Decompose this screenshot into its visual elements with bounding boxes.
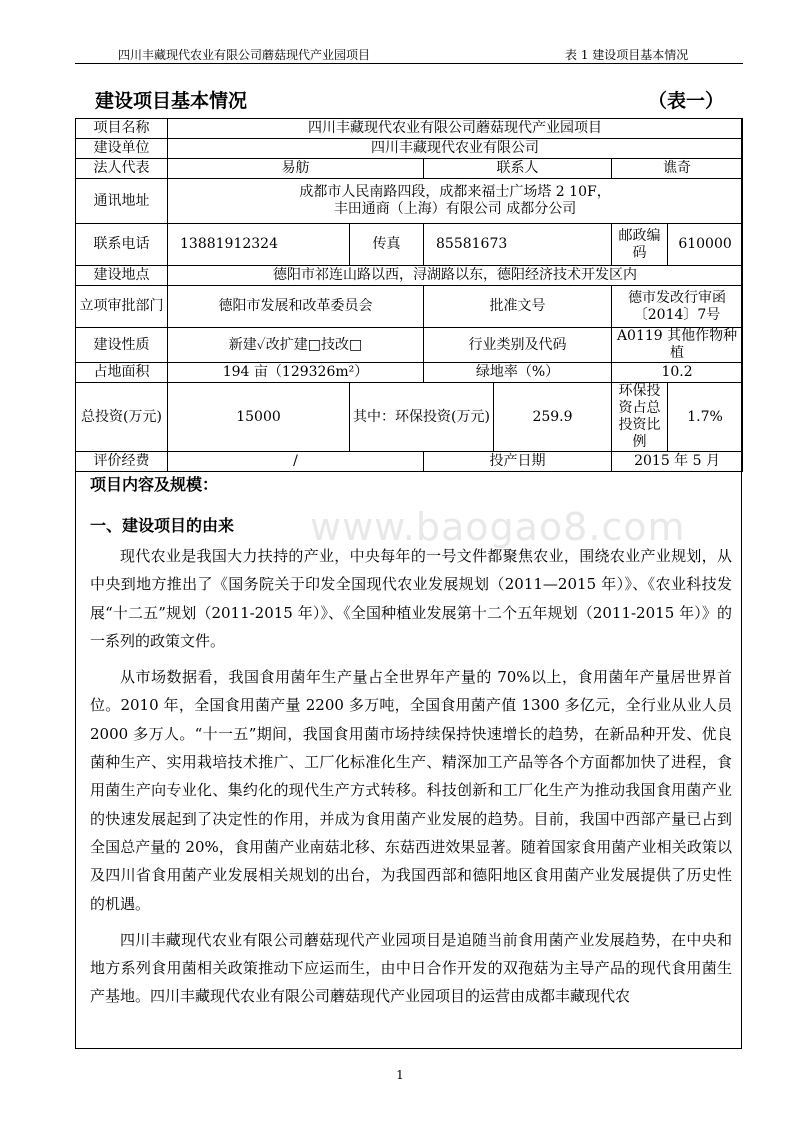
project-name-value: 四川丰藏现代农业有限公司蘑菇现代产业园项目 [168, 119, 743, 139]
address-label: 通讯地址 [76, 179, 168, 224]
project-name-label: 项目名称 [76, 119, 168, 139]
green-value: 10.2 [612, 363, 743, 383]
phone-label: 联系电话 [76, 224, 168, 266]
invest-label: 总投资(万元) [76, 383, 168, 452]
industry-value: A0119 其他作物种植 [612, 328, 743, 363]
eval-fee-label: 评价经费 [76, 452, 168, 472]
table-row [76, 224, 743, 266]
table-row [76, 452, 743, 472]
start-date-label: 投产日期 [424, 452, 612, 472]
approval-no-value: 德市发改行审函〔2014〕7号 [612, 286, 743, 328]
fax-value: 85581673 [424, 224, 612, 266]
env-invest-value: 259.9 [494, 383, 612, 452]
table-row [76, 139, 743, 159]
phone-value: 13881912324 [168, 224, 350, 266]
industry-label: 行业类别及代码 [424, 328, 612, 363]
table-row [76, 266, 743, 286]
env-ratio-label: 环保投资占总投资比例 [612, 383, 668, 452]
section-heading: 项目内容及规模： [90, 475, 219, 494]
table-row [76, 383, 743, 452]
header-rule [75, 63, 743, 64]
nature-value: 新建✓改扩建□技改□ [168, 328, 424, 363]
page-title: 建设项目基本情况 [95, 90, 248, 112]
paragraph-1: 现代农业是我国大力扶持的产业，中央每年的一号文件都聚焦农业，围绕农业产业规划，从中央到地方推出了《国务院关于印发全国现代农业发展规划（2011—2015 年）》、《农业科技发展“十二五”规划（2011-2015 年）》、《全国种植业发展第十二个五年规划（2011-2015 年）》的一系列的政策文件。 [90, 547, 732, 650]
approval-no-label: 批准文号 [424, 286, 612, 328]
site-value: 德阳市祁连山路以西，浔湖路以东，德阳经济技术开发区内 [168, 266, 743, 286]
green-label: 绿地率（%） [424, 363, 612, 383]
address-line-2: 丰田通商（上海）有限公司 成都分公司 [333, 201, 577, 217]
fax-label: 传真 [350, 224, 424, 266]
table-row [76, 328, 743, 363]
table-row [76, 119, 743, 139]
unit-label: 建设单位 [76, 139, 168, 159]
paragraph-2: 从市场数据看，我国食用菌年生产量占全世界年产量的 70%以上，食用菌年产量居世界首位。2010 年，全国食用菌产量 2200 多万吨，全国食用菌产值 1300 多亿元，全行业从业人员 2000 多万人。“十一五”期间，我国食用菌市场持续保持快速增长的趋势，在新品种开发、优良菌种生产、实用栽培技术推广、工厂化标准化生产、精深加工产品等各个方面都加快了进程，食用菌生产向专业化、集约化的现代生产方式转移。科技创新和工厂化生产为推动我国食用菌产业的快速发展起到了决定性的作用，并成为食用菌产业发展的趋势。目前，我国中西部产量已占到全国总产量的 20%，食用菌产业南菇北移、东菇西进效果显著。随着国家食用菌产业相关政策以及四川省食用菌产业发展相关规划的出台，为我国西部和德阳地区食用菌产业发展提供了历史性的机遇。 [90, 668, 732, 913]
paragraph-3: 四川丰藏现代农业有限公司蘑菇现代产业园项目是追随当前食用菌产业发展趋势，在中央和地方系列食用菌相关政策推动下应运而生，由中日合作开发的双孢菇为主导产品的现代食用菌生产基地。四川丰藏现代农业有限公司蘑菇现代产业园项目的运营由成都丰藏现代农 [90, 930, 732, 1006]
unit-value: 四川丰藏现代农业有限公司 [168, 139, 743, 159]
site-label: 建设地点 [76, 266, 168, 286]
table-row [76, 179, 743, 224]
watermark: www.baogao8.com [310, 505, 686, 549]
contact-value: 谯奇 [612, 159, 743, 179]
legal-rep-value: 易舫 [168, 159, 424, 179]
project-info-table [75, 118, 743, 472]
approval-dept-label: 立项审批部门 [76, 286, 168, 328]
postcode-value: 610000 [668, 224, 743, 266]
area-label: 占地面积 [76, 363, 168, 383]
eval-fee-value: / [168, 452, 424, 472]
nature-label: 建设性质 [76, 328, 168, 363]
invest-value: 15000 [168, 383, 350, 452]
table-row [76, 286, 743, 328]
address-line-1: 成都市人民南路四段，成都来福士广场塔 2 10F， [299, 184, 611, 200]
env-ratio-value: 1.7% [668, 383, 743, 452]
page-number: 1 [396, 1068, 404, 1082]
table-row [76, 363, 743, 383]
address-value [168, 179, 743, 224]
table-tag: （表一） [648, 90, 725, 112]
legal-rep-label: 法人代表 [76, 159, 168, 179]
start-date-value: 2015 年 5 月 [612, 452, 743, 472]
approval-dept-value: 德阳市发展和改革委员会 [168, 286, 424, 328]
header-left: 四川丰藏现代农业有限公司蘑菇现代产业园项目 [118, 48, 371, 62]
header-right: 表 1 建设项目基本情况 [565, 48, 689, 62]
contact-label: 联系人 [424, 159, 612, 179]
body-text [90, 542, 732, 1011]
postcode-label: 邮政编码 [612, 224, 668, 266]
env-invest-label: 其中：环保投资(万元) [350, 383, 494, 452]
sub-heading: 一、建设项目的由来 [90, 516, 235, 535]
table-row [76, 159, 743, 179]
area-value: 194 亩（129326m²） [168, 363, 424, 383]
